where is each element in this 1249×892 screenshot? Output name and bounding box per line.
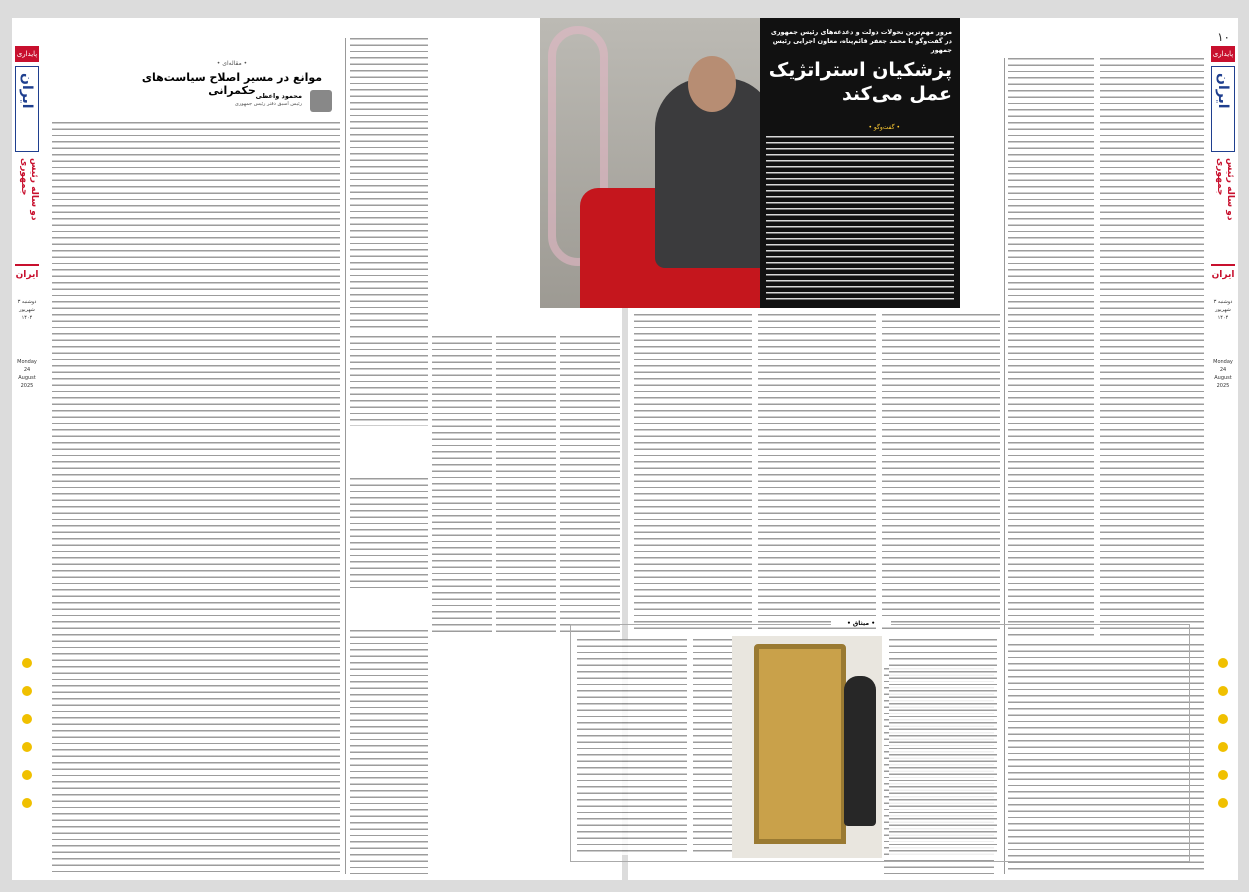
logo-text: ایران (1215, 73, 1231, 109)
box-text-column (577, 639, 687, 855)
article-body-text (52, 122, 340, 874)
text-column (882, 314, 1000, 634)
text-column (350, 630, 428, 874)
social-icons (15, 640, 39, 840)
door-photo (732, 636, 882, 858)
masthead-top-label: پایداری (1211, 46, 1235, 62)
hero-feature (340, 18, 960, 308)
author-name: محمود واعظی (255, 92, 302, 100)
agency-logo: ایران (1211, 264, 1235, 294)
left-masthead-strip (12, 18, 42, 880)
issue-date-latin: Monday 24 August 2025 (17, 359, 37, 389)
social-icons (1211, 640, 1235, 840)
article-title: موانع در مسیر اصلاح سیاست‌های حکمرانی (141, 71, 323, 97)
issue-date: دوشنبه ۳ شهریور ۱۴۰۴ (17, 299, 37, 321)
hero-kicker: مرور مهم‌ترین تحولات دولت و دغدغه‌های رئیس جمهوری در گفت‌وگو با محمد جعفر قائم‌پناه، معاون اجرایی رئیس جمهور (770, 28, 952, 54)
page-number: ۱۰ (1217, 30, 1230, 44)
social-icon (1218, 742, 1228, 752)
masthead-subtitle: دو ساله رئیس جمهوری (1215, 158, 1235, 221)
text-column (350, 336, 428, 426)
walking-man (844, 676, 876, 826)
social-icon (22, 686, 32, 696)
pull-quote-column (432, 336, 492, 636)
text-column (496, 336, 556, 636)
masthead-logo (15, 66, 39, 152)
social-icon (22, 714, 32, 724)
social-icon (1218, 658, 1228, 668)
right-masthead-strip (1208, 18, 1238, 880)
article-tag: • مقاله‌ای • (216, 60, 248, 67)
text-column (350, 478, 428, 588)
interviewee-head (688, 56, 736, 112)
hero-lead-text (766, 136, 954, 300)
social-icon (1218, 686, 1228, 696)
agency-logo: ایران (15, 264, 39, 294)
text-column (560, 336, 620, 636)
issue-date: دوشنبه ۳ شهریور ۱۴۰۴ (1213, 299, 1233, 321)
social-icon (22, 742, 32, 752)
text-column (758, 314, 876, 634)
social-icon (1218, 770, 1228, 780)
social-icon (1218, 798, 1228, 808)
hero-headline: پزشکیان استراتژیک عمل می‌کند (768, 59, 952, 105)
issue-date-latin: Monday 24 August 2025 (1213, 359, 1233, 389)
masthead-top-label: پایداری (15, 46, 39, 62)
logo-text: ایران (19, 73, 35, 109)
hero-text-band (760, 18, 960, 308)
article-byline (122, 90, 342, 112)
text-column (1008, 58, 1094, 638)
author-avatar (310, 90, 332, 112)
hero-section-label: • گفت‌وگو • (868, 124, 900, 131)
social-icon (22, 798, 32, 808)
social-icon (22, 770, 32, 780)
box-label: • میثاق • (831, 620, 891, 627)
golden-door (754, 644, 846, 844)
social-icon (22, 658, 32, 668)
masthead-subtitle: دو ساله رئیس جمهوری (19, 158, 39, 221)
box-text-column (889, 639, 997, 855)
masthead-logo (1211, 66, 1235, 152)
author-role: رئیس اسبق دفتر رئیس جمهوری (234, 101, 302, 107)
text-column (634, 314, 752, 634)
text-column (1100, 58, 1204, 638)
social-icon (1218, 714, 1228, 724)
